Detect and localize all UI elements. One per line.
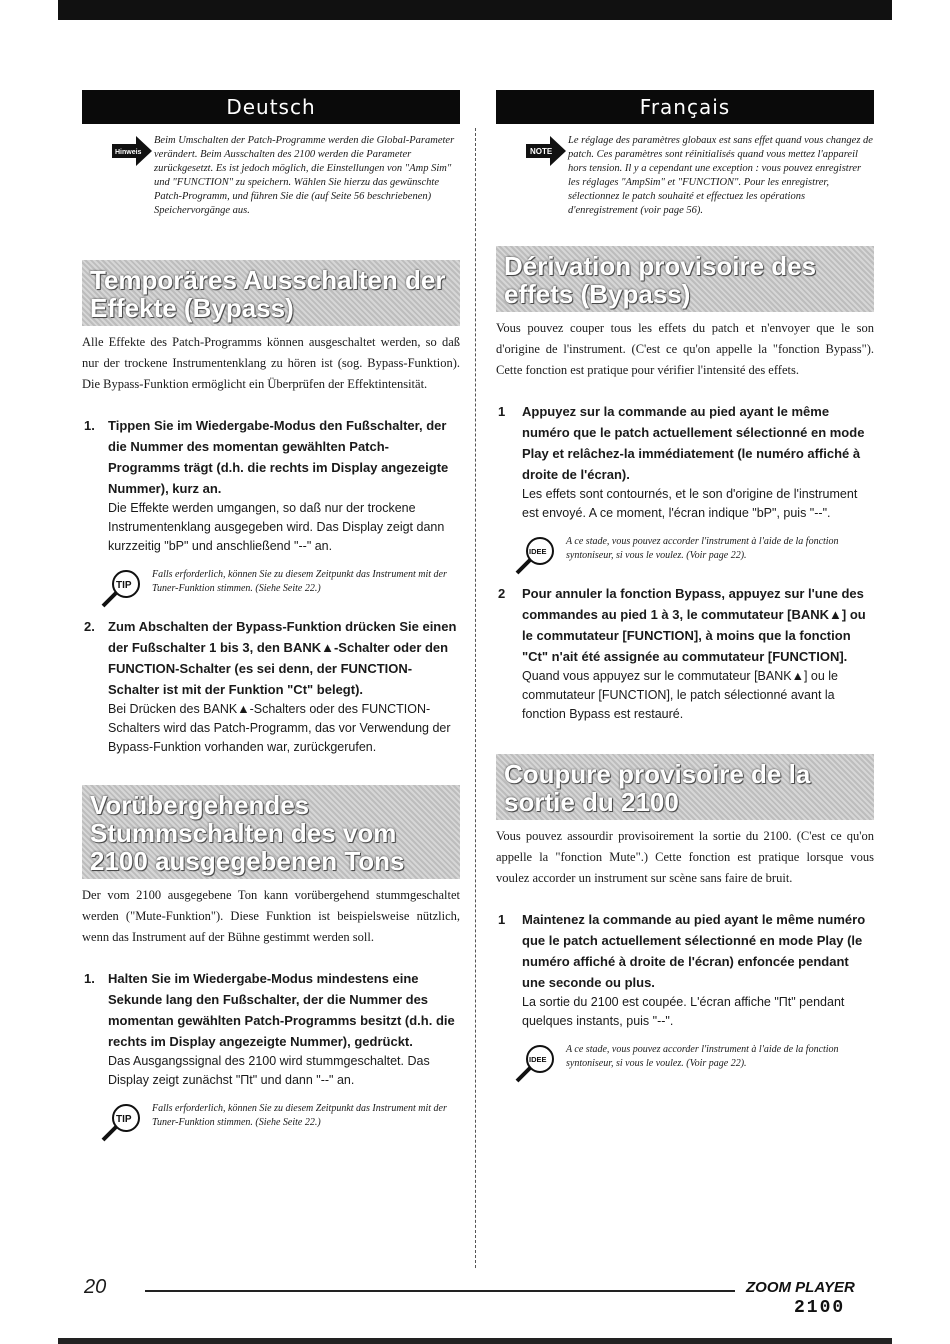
- german-section2-title: Vorübergehendes Stummschalten des vom 2100 ausgegebenen Tons: [82, 785, 460, 879]
- german-section1-tip-text: Falls erforderlich, können Sie zu diesem Zeitpunkt das Instrument mit der Tuner-Funktion stimmen. (Siehe Seite 22.): [152, 569, 447, 594]
- step-instruction: Pour annuler la fonction Bypass, appuyez sur l'une des commandes au pied 1 à 3, le commutateur [BANK▲] ou le commutateur [FUNCTION], à moins que la fonction "Ct" n'ait été assignée au commutateur [FUNCTION].: [522, 586, 866, 664]
- bottom-border-bar: [58, 1338, 892, 1344]
- french-section2-title: Coupure provisoire de la sortie du 2100: [496, 754, 874, 820]
- french-section2-intro: Vous pouvez assourdir provisoirement la sortie du 2100. (C'est ce qu'on appelle la "fonction Mute".) Cette fonction est pratique lorsque vous voulez accorder un instrument sur scène sans faire de bruit.: [496, 829, 874, 885]
- step-description: Les effets sont contournés, et le son d'origine de l'instrument est envoyé. A ce moment, l'écran indique "bP", puis "--".: [522, 487, 858, 520]
- step-number: 2: [498, 586, 506, 601]
- french-section1-title: Dérivation provisoire des effets (Bypass): [496, 246, 874, 312]
- step-instruction: Tippen Sie im Wiedergabe-Modus den Fußschalter, der die Nummer des momentan gewählten Patch-Programms trägt (d.h. die rechts im Display angezeigte Nummer), kurz an.: [108, 418, 449, 496]
- step-description: Die Effekte werden umgangen, so daß nur der trockene Instrumentenklang ausgegeben wird. Das Display zeigt dann kurzzeitig "bP" und anschließend "--" an.: [108, 501, 445, 553]
- german-section2-tip: [82, 1102, 460, 1130]
- idee-label: IDEE: [529, 1055, 547, 1064]
- idee-label: IDEE: [529, 547, 547, 556]
- french-section1-intro: Vous pouvez couper tous les effets du patch et n'envoyer que le son d'origine de l'instrument. (C'est ce qu'on appelle la "fonction Bypass"). Cette fonction est pratique pour vérifier l'intensité des effets.: [496, 321, 874, 377]
- footer-rule: [145, 1290, 735, 1292]
- column-divider: [475, 128, 476, 1268]
- tip-magnifier-icon: [100, 1102, 144, 1142]
- step-instruction: Halten Sie im Wiedergabe-Modus mindestens eine Sekunde lang den Fußschalter, der die Nummer des momentan gewählten Patch-Programms besitzt (d.h. die rechts im Display angezeigte Nummer), gedrückt.: [108, 971, 455, 1049]
- german-section1-step2: [82, 616, 460, 757]
- german-section1-intro: Alle Effekte des Patch-Programms können ausgeschaltet werden, so daß nur der trockene Instrumentenklang zu hören ist (sog. Bypass-Funktion). Die Bypass-Funktion ermöglicht ein Überprüfen der Effektintensität.: [82, 335, 460, 391]
- idee-magnifier-icon: [514, 1043, 558, 1083]
- hinweis-label: Hinweis: [115, 149, 142, 156]
- zoom-player-logo: [744, 1276, 862, 1316]
- tip-label: TIP: [116, 1114, 132, 1125]
- german-section1-step1: [82, 415, 460, 556]
- french-column: [496, 90, 874, 1071]
- step-description: La sortie du 2100 est coupée. L'écran affiche "Πt" pendant quelques instants, puis "--".: [522, 995, 845, 1028]
- german-section1-title: Temporäres Ausschalten der Effekte (Bypass): [82, 260, 460, 326]
- step-instruction: Zum Abschalten der Bypass-Funktion drücken Sie einen der Fußschalter 1 bis 3, den BANK▲-Schalter oder den FUNCTION-Schalter (es sei denn, der FUNCTION-Schalter ist mit der Funktion "Ct" belegt).: [108, 619, 457, 697]
- french-section1-tip-text: A ce stade, vous pouvez accorder l'instrument à l'aide de la fonction syntoniseur, si vous le voulez. (Voir page 22).: [566, 536, 839, 561]
- french-section2-step1: [496, 909, 874, 1031]
- german-section2-intro: Der vom 2100 ausgegebene Ton kann vorübergehend stummgeschaltet werden ("Mute-Funktion"). Diese Funktion ist beispielsweise nützlich, wenn das Instrument auf der Bühne gestimmt werden soll.: [82, 888, 460, 944]
- french-note: [496, 134, 874, 218]
- step-number: 1: [498, 404, 506, 419]
- step-instruction: Maintenez la commande au pied ayant le même numéro que le patch actuellement sélectionné en mode Play (le numéro affiché à droite de l'écran) enfoncée pendant une seconde ou plus.: [522, 912, 866, 990]
- page-number: 20: [84, 1276, 107, 1298]
- idee-magnifier-icon: [514, 535, 558, 575]
- note-arrow-icon: [526, 136, 566, 166]
- german-note: [82, 134, 460, 218]
- step-description: Bei Drücken des BANK▲-Schalters oder des FUNCTION-Schalters wird das Patch-Programm, das vor Verwendung der Bypass-Funktion vorhanden war, zurückgerufen.: [108, 702, 451, 754]
- german-column: [82, 90, 460, 1130]
- french-section1-tip: [496, 535, 874, 563]
- german-note-text: Beim Umschalten der Patch-Programme werden die Global-Parameter verändert. Beim Ausschalten des 2100 werden die Parameter zurückgesetzt. Es ist jedoch möglich, die Einstellungen von "Amp Sim" und "FUNCTION" zu speichern. Wählen Sie hierzu das gewünschte Patch-Programm, und führen Sie die (auf Seite 56 beschriebenen) Speichervorgänge aus.: [154, 135, 455, 216]
- top-border-bar: [58, 0, 892, 20]
- french-section1-step1: [496, 401, 874, 523]
- french-section2-tip-text: A ce stade, vous pouvez accorder l'instrument à l'aide de la fonction syntoniseur, si vous le voulez. (Voir page 22).: [566, 1044, 839, 1069]
- german-section1-tip: [82, 568, 460, 596]
- step-number: 1: [498, 912, 506, 927]
- step-instruction: Appuyez sur la commande au pied ayant le même numéro que le patch actuellement sélectionné en mode Play et relâchez-la immédiatement (le numéro affiché à droite de l'écran).: [522, 404, 865, 482]
- french-header: Français: [496, 90, 874, 124]
- tip-magnifier-icon: [100, 568, 144, 608]
- step-description: Quand vous appuyez sur le commutateur [BANK▲] ou le commutateur [FUNCTION], le patch sélectionné avant la fonction Bypass est restauré.: [522, 669, 839, 721]
- german-section2-tip-text: Falls erforderlich, können Sie zu diesem Zeitpunkt das Instrument mit der Tuner-Funktion stimmen. (Siehe Seite 22.): [152, 1103, 447, 1128]
- step-description: Das Ausgangssignal des 2100 wird stummgeschaltet. Das Display zeigt zunächst "Πt" und dann "--" an.: [108, 1054, 430, 1087]
- german-section2-step1: [82, 968, 460, 1090]
- logo-text-line1: ZOOM PLAYER: [746, 1279, 855, 1296]
- logo-text-line2: 2100: [794, 1298, 846, 1316]
- german-header: Deutsch: [82, 90, 460, 124]
- step-number: 1.: [84, 418, 95, 433]
- step-number: 1.: [84, 971, 95, 986]
- french-note-text: Le réglage des paramètres globaux est sans effet quand vous changez de patch. Ces paramètres sont réinitialisés quand vous mettez l'appareil hors tension. Il y a cependant une exception : vous pouvez enregistrer les réglages "AmpSim" et "FUNCTION". Pour les enregistrer, sélectionnez le patch souhaité et effectuez les opérations d'enregistrement (voir page 56).: [568, 135, 873, 216]
- note-label: NOTE: [530, 147, 553, 156]
- french-section1-step2: [496, 583, 874, 724]
- hinweis-arrow-icon: [112, 136, 152, 166]
- french-section2-tip: [496, 1043, 874, 1071]
- tip-label: TIP: [116, 580, 132, 591]
- step-number: 2.: [84, 619, 95, 634]
